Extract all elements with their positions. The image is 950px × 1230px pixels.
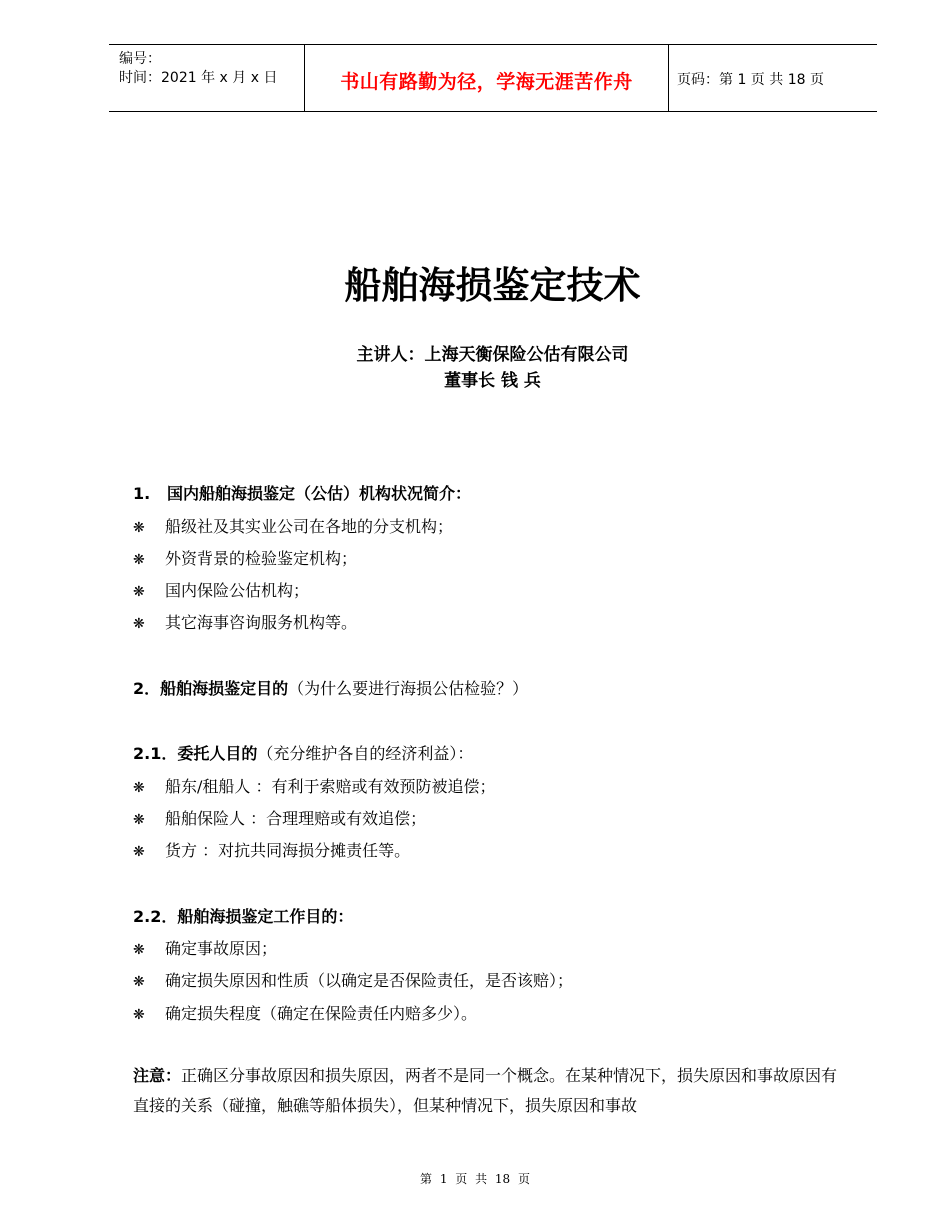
- bullet-icon: ❋: [133, 780, 145, 796]
- list-item-text: 确定损失程度（确定在保险责任内赔多少）。: [165, 1004, 478, 1023]
- section-1-number: 1.: [133, 484, 151, 503]
- list-item-text: 船舶保险人 ：合理理赔或有效追偿；: [165, 809, 427, 828]
- list-item: [133, 514, 453, 537]
- list-item: [133, 806, 426, 829]
- speaker-line: 主讲人：上海天衡保险公估有限公司: [356, 345, 629, 365]
- section-1-heading: [133, 481, 471, 504]
- note-paragraph: [133, 1061, 845, 1121]
- bullet-icon: ❋: [133, 616, 145, 632]
- list-item-text: 货方 ：对抗共同海损分摊责任等。: [165, 841, 411, 860]
- list-item: [133, 838, 410, 861]
- note-text: 正确区分事故原因和损失原因，两者不是同一个概念。在某种情况下，损失原因和事故原因有直接的关系（碰撞，触礁等船体损失），但某种情况下，损失原因和事故: [133, 1066, 838, 1115]
- bullet-icon: ❋: [133, 520, 145, 536]
- list-item: [133, 546, 357, 569]
- page-footer: 第 1 页 共 18 页: [420, 1172, 530, 1186]
- list-item: [133, 610, 357, 633]
- header-page-cell: [669, 45, 877, 111]
- header-time-label: 时间：2021 年 x 月 x 日: [119, 70, 278, 86]
- section-2-1-subtitle: （充分维护各自的经济利益）：: [257, 744, 474, 763]
- bullet-icon: ❋: [133, 942, 145, 958]
- list-item-text: 国内保险公估机构；: [165, 581, 310, 600]
- section-1-title: 国内船舶海损鉴定（公估）机构状况简介：: [167, 484, 472, 503]
- bullet-icon: ❋: [133, 812, 145, 828]
- header-info-cell: [109, 45, 305, 111]
- list-item-text: 船级社及其实业公司在各地的分支机构；: [165, 517, 454, 536]
- list-item-text: 船东/租船人 ：有利于索赔或有效预防被追偿；: [165, 777, 496, 796]
- section-2-1-heading: [133, 741, 473, 764]
- header-motto-cell: [305, 45, 669, 111]
- bullet-icon: ❋: [133, 1007, 145, 1023]
- section-2-heading: [133, 676, 528, 699]
- list-item-text: 其它海事咨询服务机构等。: [165, 613, 358, 632]
- list-item-text: 确定事故原因；: [165, 939, 278, 958]
- speaker-role: 董事长 钱 兵: [444, 371, 541, 391]
- document-title: 船舶海损鉴定技术: [344, 263, 641, 307]
- bullet-icon: ❋: [133, 844, 145, 860]
- bullet-icon: ❋: [133, 974, 145, 990]
- bullet-icon: ❋: [133, 584, 145, 600]
- list-item: [133, 774, 495, 797]
- section-2-title: 2．船舶海损鉴定目的: [133, 679, 289, 698]
- section-2-2-title: 2.2．船舶海损鉴定工作目的：: [133, 907, 354, 926]
- bullet-icon: ❋: [133, 552, 145, 568]
- list-item: [133, 968, 573, 991]
- section-2-subtitle: （为什么要进行海损公估检验？）: [288, 679, 529, 698]
- section-2-2-heading: [133, 904, 353, 927]
- note-label: 注意：: [133, 1066, 182, 1085]
- header-number-label: 编号：: [119, 51, 161, 67]
- list-item-text: 外资背景的检验鉴定机构；: [165, 549, 358, 568]
- page-header: [109, 44, 877, 112]
- list-item-text: 确定损失原因和性质（以确定是否保险责任，是否该赔）；: [165, 971, 574, 990]
- header-motto: 书山有路勤为径，学海无涯苦作舟: [340, 71, 633, 93]
- list-item: [133, 1001, 477, 1024]
- header-page-code: 页码：第 1 页 共 18 页: [677, 72, 824, 88]
- list-item: [133, 578, 309, 601]
- section-2-1-title: 2.1．委托人目的: [133, 744, 258, 763]
- list-item: [133, 936, 277, 959]
